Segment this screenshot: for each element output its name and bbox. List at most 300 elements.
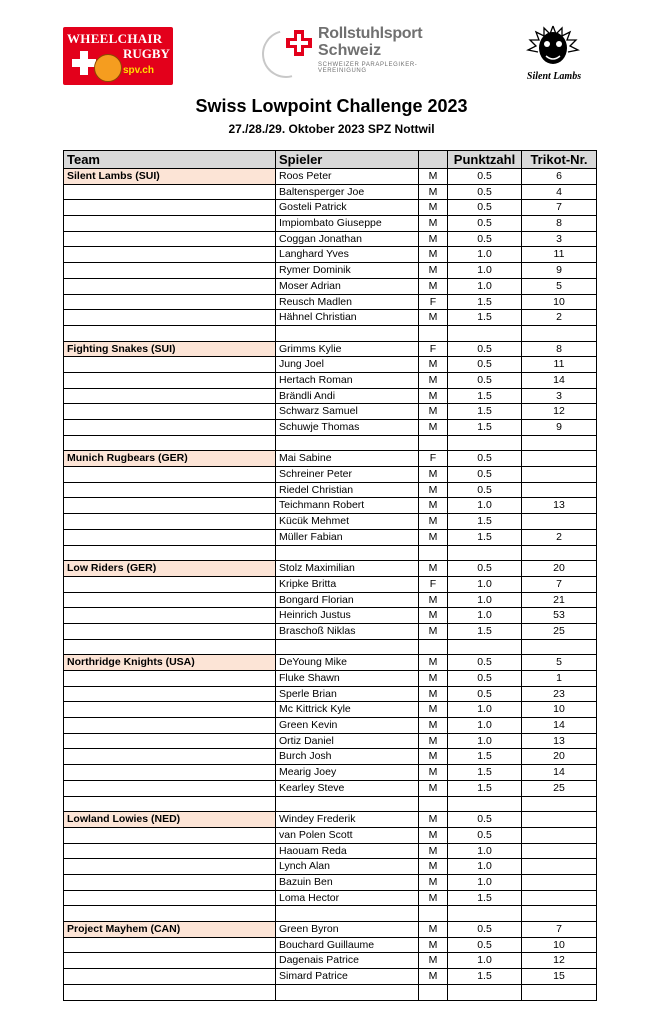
table-row: [63, 687, 597, 703]
sex-cell: M: [418, 593, 447, 608]
jersey-cell: 25: [521, 781, 597, 796]
table-row: [63, 169, 597, 185]
table-header: [63, 151, 597, 169]
player-cell: Kücük Mehmet: [275, 514, 418, 529]
team-cell: Low Riders (GER): [63, 561, 275, 576]
jersey-cell: [521, 812, 597, 827]
player-cell: Fluke Shawn: [275, 671, 418, 686]
logo-text: Schweiz: [318, 42, 382, 59]
column-header-points: Punktzahl: [447, 151, 521, 168]
logo-text: Rollstuhlsport: [318, 25, 423, 42]
jersey-cell: 1: [521, 671, 597, 686]
team-cell: [63, 404, 275, 419]
team-cell: [63, 232, 275, 247]
jersey-cell: 11: [521, 357, 597, 372]
team-cell: [63, 969, 275, 984]
player-cell: Kripke Britta: [275, 577, 418, 592]
table-row: [63, 844, 597, 860]
jersey-cell: 23: [521, 687, 597, 702]
player-cell: Schwarz Samuel: [275, 404, 418, 419]
column-header-sex: [418, 151, 447, 168]
document-subtitle: 27./28./29. Oktober 2023 SPZ Nottwil: [228, 122, 435, 136]
points-cell: 1.0: [447, 702, 521, 717]
team-cell: [63, 985, 275, 1001]
sex-cell: M: [418, 734, 447, 749]
player-cell: van Polen Scott: [275, 828, 418, 843]
sex-cell: M: [418, 232, 447, 247]
sex-cell: M: [418, 687, 447, 702]
points-cell: 0.5: [447, 655, 521, 670]
player-cell: Dagenais Patrice: [275, 953, 418, 968]
points-cell: 1.5: [447, 310, 521, 325]
team-cell: [63, 765, 275, 780]
player-cell: Sperle Brian: [275, 687, 418, 702]
team-cell: [63, 546, 275, 561]
points-cell: 1.5: [447, 891, 521, 906]
jersey-cell: 6: [521, 169, 597, 184]
document-title: Swiss Lowpoint Challenge 2023: [195, 96, 468, 116]
player-cell: [275, 640, 418, 655]
sex-cell: M: [418, 467, 447, 482]
sex-cell: F: [418, 295, 447, 310]
team-cell: [63, 844, 275, 859]
team-cell: [63, 671, 275, 686]
table-row: [63, 640, 597, 656]
table-row: [63, 718, 597, 734]
roster-table: [63, 150, 597, 1001]
points-cell: 1.0: [447, 577, 521, 592]
sex-cell: M: [418, 216, 447, 231]
jersey-cell: [521, 546, 597, 561]
points-cell: [447, 326, 521, 341]
team-cell: [63, 498, 275, 513]
team-cell: [63, 483, 275, 498]
wheelchair-rugby-logo: [63, 27, 173, 85]
sex-cell: M: [418, 671, 447, 686]
sex-cell: F: [418, 342, 447, 357]
jersey-cell: 12: [521, 404, 597, 419]
player-cell: Bongard Florian: [275, 593, 418, 608]
table-row: [63, 859, 597, 875]
table-row: [63, 216, 597, 232]
sex-cell: M: [418, 530, 447, 545]
jersey-cell: 21: [521, 593, 597, 608]
team-cell: [63, 906, 275, 921]
team-cell: [63, 295, 275, 310]
points-cell: 1.0: [447, 608, 521, 623]
player-cell: Schreiner Peter: [275, 467, 418, 482]
sex-cell: M: [418, 389, 447, 404]
sex-cell: M: [418, 891, 447, 906]
points-cell: [447, 797, 521, 812]
points-cell: [447, 985, 521, 1001]
player-cell: Jung Joel: [275, 357, 418, 372]
table-row: [63, 702, 597, 718]
sex-cell: M: [418, 781, 447, 796]
table-row: [63, 781, 597, 797]
team-cell: Munich Rugbears (GER): [63, 451, 275, 466]
points-cell: 0.5: [447, 342, 521, 357]
player-cell: Riedel Christian: [275, 483, 418, 498]
sex-cell: F: [418, 451, 447, 466]
team-cell: [63, 781, 275, 796]
points-cell: 0.5: [447, 922, 521, 937]
player-cell: [275, 906, 418, 921]
points-cell: 0.5: [447, 671, 521, 686]
rollstuhlsport-logo: [262, 22, 437, 82]
points-cell: 1.5: [447, 530, 521, 545]
team-cell: [63, 593, 275, 608]
logo-subtext: SCHWEIZER PARAPLEGIKER-VEREINIGUNG: [318, 62, 418, 74]
red-cross-icon: [284, 28, 314, 58]
table-row: [63, 420, 597, 436]
table-row: [63, 342, 597, 358]
team-cell: [63, 891, 275, 906]
sex-cell: M: [418, 373, 447, 388]
player-cell: Gosteli Patrick: [275, 200, 418, 215]
points-cell: 1.5: [447, 295, 521, 310]
jersey-cell: 20: [521, 749, 597, 764]
table-row: [63, 451, 597, 467]
jersey-cell: 9: [521, 263, 597, 278]
sex-cell: M: [418, 310, 447, 325]
player-cell: Bazuin Ben: [275, 875, 418, 890]
sex-cell: M: [418, 608, 447, 623]
jersey-cell: 13: [521, 498, 597, 513]
sex-cell: M: [418, 844, 447, 859]
player-cell: Moser Adrian: [275, 279, 418, 294]
team-cell: [63, 640, 275, 655]
sex-cell: M: [418, 828, 447, 843]
jersey-cell: [521, 859, 597, 874]
team-cell: [63, 577, 275, 592]
logo-text: WHEELCHAIR: [67, 31, 163, 46]
jersey-cell: [521, 451, 597, 466]
team-cell: [63, 420, 275, 435]
sex-cell: M: [418, 279, 447, 294]
table-row: [63, 938, 597, 954]
points-cell: [447, 906, 521, 921]
sex-cell: [418, 546, 447, 561]
jersey-cell: 10: [521, 295, 597, 310]
team-cell: [63, 467, 275, 482]
sex-cell: M: [418, 765, 447, 780]
jersey-cell: 12: [521, 953, 597, 968]
team-cell: [63, 875, 275, 890]
table-row: [63, 561, 597, 577]
table-row: [63, 797, 597, 813]
sex-cell: M: [418, 812, 447, 827]
sex-cell: F: [418, 577, 447, 592]
points-cell: 0.5: [447, 483, 521, 498]
sex-cell: [418, 797, 447, 812]
player-cell: Bouchard Guillaume: [275, 938, 418, 953]
team-cell: [63, 608, 275, 623]
jersey-cell: [521, 985, 597, 1001]
jersey-cell: 14: [521, 765, 597, 780]
team-cell: Fighting Snakes (SUI): [63, 342, 275, 357]
jersey-cell: [521, 483, 597, 498]
points-cell: 1.5: [447, 969, 521, 984]
sex-cell: M: [418, 875, 447, 890]
team-cell: [63, 279, 275, 294]
sex-cell: M: [418, 749, 447, 764]
table-row: [63, 326, 597, 342]
lamb-head-icon: [514, 22, 592, 72]
sex-cell: M: [418, 483, 447, 498]
jersey-cell: [521, 467, 597, 482]
team-cell: [63, 953, 275, 968]
table-row: [63, 953, 597, 969]
team-cell: [63, 247, 275, 262]
jersey-cell: [521, 906, 597, 921]
team-cell: [63, 749, 275, 764]
team-cell: Lowland Lowies (NED): [63, 812, 275, 827]
table-row: [63, 655, 597, 671]
jersey-cell: [521, 640, 597, 655]
table-row: [63, 969, 597, 985]
sex-cell: [418, 985, 447, 1001]
player-cell: Langhard Yves: [275, 247, 418, 262]
column-header-player: Spieler: [275, 151, 418, 168]
table-body: [63, 169, 597, 1000]
logo-text: RUGBY: [123, 46, 170, 61]
logo-url: spv.ch: [123, 65, 154, 76]
sex-cell: M: [418, 718, 447, 733]
table-row: [63, 593, 597, 609]
team-cell: [63, 859, 275, 874]
table-row: [63, 671, 597, 687]
sex-cell: M: [418, 357, 447, 372]
table-row: [63, 906, 597, 922]
table-row: [63, 577, 597, 593]
team-cell: [63, 797, 275, 812]
points-cell: 1.0: [447, 844, 521, 859]
jersey-cell: 5: [521, 279, 597, 294]
points-cell: 0.5: [447, 467, 521, 482]
team-cell: [63, 624, 275, 639]
sex-cell: [418, 436, 447, 451]
player-cell: DeYoung Mike: [275, 655, 418, 670]
points-cell: 1.0: [447, 875, 521, 890]
team-cell: [63, 389, 275, 404]
jersey-cell: [521, 828, 597, 843]
points-cell: 1.5: [447, 765, 521, 780]
table-row: [63, 546, 597, 562]
team-cell: [63, 938, 275, 953]
table-row: [63, 828, 597, 844]
player-cell: Green Kevin: [275, 718, 418, 733]
player-cell: Haouam Reda: [275, 844, 418, 859]
table-row: [63, 247, 597, 263]
jersey-cell: 7: [521, 200, 597, 215]
team-cell: [63, 373, 275, 388]
team-cell: [63, 310, 275, 325]
points-cell: 0.5: [447, 938, 521, 953]
player-cell: Braschoß Niklas: [275, 624, 418, 639]
points-cell: 1.5: [447, 781, 521, 796]
team-cell: [63, 263, 275, 278]
table-row: [63, 734, 597, 750]
table-row: [63, 875, 597, 891]
player-cell: Mai Sabine: [275, 451, 418, 466]
table-row: [63, 985, 597, 1001]
table-row: [63, 185, 597, 201]
jersey-cell: 5: [521, 655, 597, 670]
rugby-ball-icon: [94, 54, 122, 82]
points-cell: 0.5: [447, 232, 521, 247]
table-row: [63, 357, 597, 373]
jersey-cell: [521, 891, 597, 906]
table-row: [63, 922, 597, 938]
points-cell: 0.5: [447, 357, 521, 372]
sex-cell: M: [418, 263, 447, 278]
jersey-cell: 3: [521, 389, 597, 404]
jersey-cell: 11: [521, 247, 597, 262]
points-cell: 0.5: [447, 828, 521, 843]
jersey-cell: 15: [521, 969, 597, 984]
team-cell: [63, 530, 275, 545]
points-cell: 0.5: [447, 687, 521, 702]
jersey-cell: 10: [521, 702, 597, 717]
points-cell: 0.5: [447, 812, 521, 827]
player-cell: Brändli Andi: [275, 389, 418, 404]
jersey-cell: [521, 436, 597, 451]
player-cell: Kearley Steve: [275, 781, 418, 796]
team-cell: [63, 734, 275, 749]
player-cell: [275, 436, 418, 451]
sex-cell: M: [418, 702, 447, 717]
sex-cell: M: [418, 938, 447, 953]
points-cell: 1.0: [447, 498, 521, 513]
points-cell: 1.5: [447, 389, 521, 404]
points-cell: 1.0: [447, 734, 521, 749]
table-row: [63, 279, 597, 295]
jersey-cell: 2: [521, 310, 597, 325]
team-cell: Silent Lambs (SUI): [63, 169, 275, 184]
player-cell: Reusch Madlen: [275, 295, 418, 310]
jersey-cell: 2: [521, 530, 597, 545]
points-cell: 0.5: [447, 561, 521, 576]
column-header-team: Team: [63, 151, 275, 168]
table-row: [63, 812, 597, 828]
player-cell: Hertach Roman: [275, 373, 418, 388]
logo-caption: Silent Lambs: [526, 71, 582, 82]
jersey-cell: 3: [521, 232, 597, 247]
points-cell: 0.5: [447, 169, 521, 184]
table-row: [63, 467, 597, 483]
points-cell: 1.5: [447, 749, 521, 764]
points-cell: 1.0: [447, 593, 521, 608]
jersey-cell: 25: [521, 624, 597, 639]
sex-cell: M: [418, 200, 447, 215]
table-row: [63, 436, 597, 452]
sex-cell: M: [418, 922, 447, 937]
table-row: [63, 404, 597, 420]
player-cell: Lynch Alan: [275, 859, 418, 874]
player-cell: Mearig Joey: [275, 765, 418, 780]
team-cell: Northridge Knights (USA): [63, 655, 275, 670]
jersey-cell: [521, 844, 597, 859]
jersey-cell: 7: [521, 922, 597, 937]
points-cell: 0.5: [447, 216, 521, 231]
sex-cell: [418, 906, 447, 921]
player-cell: Heinrich Justus: [275, 608, 418, 623]
points-cell: 1.0: [447, 718, 521, 733]
jersey-cell: 20: [521, 561, 597, 576]
points-cell: 1.5: [447, 514, 521, 529]
player-cell: Baltensperger Joe: [275, 185, 418, 200]
sex-cell: M: [418, 953, 447, 968]
sex-cell: M: [418, 169, 447, 184]
player-cell: [275, 985, 418, 1001]
player-cell: Roos Peter: [275, 169, 418, 184]
points-cell: 1.0: [447, 263, 521, 278]
table-row: [63, 514, 597, 530]
player-cell: Windey Frederik: [275, 812, 418, 827]
jersey-cell: 10: [521, 938, 597, 953]
points-cell: 0.5: [447, 200, 521, 215]
jersey-cell: 4: [521, 185, 597, 200]
table-row: [63, 295, 597, 311]
sex-cell: M: [418, 859, 447, 874]
team-cell: [63, 185, 275, 200]
player-cell: Stolz Maximilian: [275, 561, 418, 576]
column-header-jersey: Trikot-Nr.: [521, 151, 597, 168]
jersey-cell: [521, 797, 597, 812]
table-row: [63, 310, 597, 326]
jersey-cell: 9: [521, 420, 597, 435]
player-cell: [275, 326, 418, 341]
sex-cell: M: [418, 561, 447, 576]
team-cell: [63, 514, 275, 529]
points-cell: 1.0: [447, 859, 521, 874]
player-cell: Teichmann Robert: [275, 498, 418, 513]
player-cell: Simard Patrice: [275, 969, 418, 984]
table-row: [63, 530, 597, 546]
player-cell: Loma Hector: [275, 891, 418, 906]
table-row: [63, 624, 597, 640]
table-row: [63, 200, 597, 216]
table-row: [63, 373, 597, 389]
points-cell: 1.5: [447, 420, 521, 435]
sex-cell: M: [418, 185, 447, 200]
table-row: [63, 498, 597, 514]
jersey-cell: 14: [521, 373, 597, 388]
jersey-cell: 13: [521, 734, 597, 749]
player-cell: Coggan Jonathan: [275, 232, 418, 247]
sex-cell: M: [418, 404, 447, 419]
points-cell: 0.5: [447, 373, 521, 388]
table-row: [63, 263, 597, 279]
jersey-cell: [521, 875, 597, 890]
player-cell: Grimms Kylie: [275, 342, 418, 357]
table-row: [63, 389, 597, 405]
jersey-cell: 14: [521, 718, 597, 733]
team-cell: [63, 436, 275, 451]
points-cell: 0.5: [447, 185, 521, 200]
points-cell: 1.0: [447, 247, 521, 262]
sex-cell: M: [418, 247, 447, 262]
player-cell: Rymer Dominik: [275, 263, 418, 278]
table-row: [63, 891, 597, 907]
team-cell: Project Mayhem (CAN): [63, 922, 275, 937]
points-cell: 0.5: [447, 451, 521, 466]
team-cell: [63, 687, 275, 702]
table-row: [63, 765, 597, 781]
jersey-cell: [521, 326, 597, 341]
silent-lambs-logo: [514, 22, 592, 86]
